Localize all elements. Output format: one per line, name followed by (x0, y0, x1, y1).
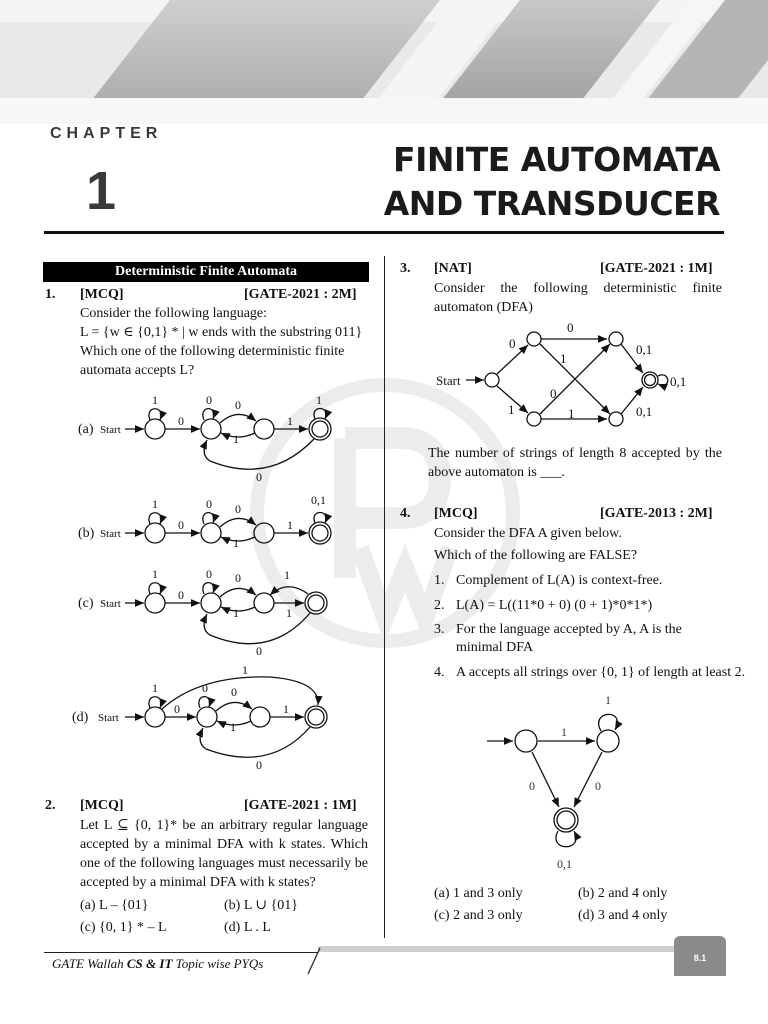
edge-label: 0 (256, 470, 262, 484)
footer-suffix: Topic wise PYQs (172, 956, 264, 971)
edge-label: 0 (529, 779, 535, 793)
q3-line: Consider the following deterministic finite (434, 281, 722, 296)
q3-line: automaton (DFA) (434, 300, 533, 315)
q1-option-a-label: (a) (78, 422, 94, 437)
footer-text (52, 956, 263, 972)
q4-type: [MCQ] (434, 506, 478, 521)
q4-item-text: A accepts all strings over {0, 1} of length at least 2. (456, 665, 746, 680)
q4-intro: Which of the following are FALSE? (434, 548, 638, 563)
q2-line: accepted by a minimal DFA with k states. Which (80, 837, 368, 852)
chapter-label: CHAPTER (50, 125, 163, 142)
q1-tag: [GATE-2021 : 2M] (244, 287, 357, 302)
q1-line: automata accepts L? (80, 363, 195, 378)
edge-label: 1 (605, 693, 611, 707)
edge-label: 0 (231, 685, 237, 699)
q3-tag: [GATE-2021 : 1M] (600, 261, 713, 276)
start-label: Start (98, 712, 119, 724)
q3-after-line: The number of strings of length 8 accepted by the (428, 446, 722, 461)
edge-label: 0 (256, 644, 262, 658)
q4-number: 4. (400, 506, 411, 521)
q3-dfa-diagram (430, 318, 700, 436)
q2-line: accepted by a minimal DFA with k states? (80, 875, 316, 890)
start-label: Start (100, 598, 121, 610)
edge-label: 0 (178, 518, 184, 532)
edge-label: 0 (174, 702, 180, 716)
edge-label: 1 (230, 720, 236, 734)
chapter-title (384, 138, 720, 226)
q2-type: [MCQ] (80, 798, 124, 813)
edge-label: 1 (233, 536, 239, 550)
edge-label: 0 (256, 758, 262, 772)
edge-label: 1 (286, 606, 292, 620)
edge-label: 1 (152, 681, 158, 695)
q2-option-b: (b) L ∪ {01} (224, 898, 299, 913)
page-number: 8.1 (674, 936, 726, 976)
banner-bottom (0, 98, 768, 124)
edge-label: 0 (550, 386, 557, 401)
q4-option-c: (c) 2 and 3 only (434, 908, 523, 923)
edge-label: 1 (283, 702, 289, 716)
q2-number: 2. (45, 798, 56, 813)
footer-bold: CS & IT (126, 956, 173, 971)
edge-label: 0,1 (636, 342, 653, 357)
q3-after-line: above automaton is ___. (428, 465, 565, 480)
q2-line: Let L ⊆ {0, 1}* be an arbitrary regular language (80, 818, 368, 833)
edge-label: 0 (178, 588, 184, 602)
q1-type: [MCQ] (80, 287, 124, 302)
edge-label: 0 (235, 502, 241, 516)
start-label: Start (100, 424, 121, 436)
edge-label: 0 (178, 414, 184, 428)
q4-item-number: 2. (434, 598, 445, 613)
q4-item-text: L(A) = L((11*0 + 0) (0 + 1)*0*1*) (456, 598, 653, 613)
q2-option-c: (c) {0, 1} * – L (80, 920, 167, 935)
q1-number: 1. (45, 287, 56, 302)
q4-item-text: Complement of L(A) is context-free. (456, 573, 663, 588)
q2-option-a: (a) L – {01} (80, 898, 149, 913)
chapter-number: 1 (86, 161, 117, 221)
title-rule (44, 231, 724, 234)
edge-label: 1 (284, 568, 290, 582)
q4-option-a: (a) 1 and 3 only (434, 886, 523, 901)
edge-label: 1 (233, 432, 239, 446)
dfa-a (125, 409, 331, 470)
start-label: Start (100, 528, 121, 540)
edge-label: 0 (206, 497, 212, 511)
dfa-b (125, 513, 331, 545)
q4-option-b: (b) 2 and 4 only (578, 886, 668, 901)
edge-label: 1 (561, 725, 567, 739)
edge-label: 1 (152, 393, 158, 407)
q4-item-number: 3. (434, 622, 445, 637)
edge-label: 1 (508, 402, 515, 417)
edge-label: 1 (316, 393, 322, 407)
q1-line: Which one of the following deterministic finite (80, 344, 345, 359)
edge-label: 1 (152, 497, 158, 511)
edge-label: 0 (206, 393, 212, 407)
q1-option-c-label: (c) (78, 596, 94, 611)
edge-label: 0 (202, 681, 208, 695)
q4-item-text: For the language accepted by A, A is the (456, 622, 682, 637)
q2-line: one of the following languages must necessarily be (80, 856, 368, 871)
q2-tag: [GATE-2021 : 1M] (244, 798, 357, 813)
edge-label: 0 (509, 336, 516, 351)
q4-tag: [GATE-2013 : 2M] (600, 506, 713, 521)
q4-option-d: (d) 3 and 4 only (578, 908, 668, 923)
q4-intro: Consider the DFA A given below. (434, 526, 622, 541)
edge-label: 0 (235, 571, 241, 585)
edge-label: 0 (235, 398, 241, 412)
q4-dfa-diagram (485, 690, 635, 875)
edge-label: 1 (287, 414, 293, 428)
q2-option-d: (d) L . L (224, 920, 271, 935)
dfa-c (125, 583, 327, 644)
q1-option-b-label: (b) (78, 526, 95, 541)
q1-diagrams (70, 385, 370, 790)
start-label: Start (436, 373, 461, 388)
q3-type: [NAT] (434, 261, 472, 276)
edge-label: 1 (242, 663, 248, 677)
edge-label: 0,1 (311, 493, 326, 507)
edge-label: 1 (568, 406, 575, 421)
chapter-title-line1: FINITE AUTOMATA (393, 140, 720, 179)
footer-prefix: GATE Wallah (52, 956, 127, 971)
edge-label: 0 (567, 320, 574, 335)
footer-bar (318, 946, 688, 952)
edge-label: 0 (206, 567, 212, 581)
edge-label: 1 (287, 518, 293, 532)
q1-line: L = {w ∈ {0,1} * | w ends with the substring 011} (80, 325, 363, 340)
edge-label: 1 (152, 567, 158, 581)
q1-line: Consider the following language: (80, 306, 268, 321)
section-heading: Deterministic Finite Automata (43, 262, 369, 282)
footer-slant (304, 946, 322, 976)
q1-option-d-label: (d) (72, 710, 89, 725)
header-banner (0, 0, 768, 124)
edge-label: 0,1 (636, 404, 653, 419)
q4-item-number: 4. (434, 665, 445, 680)
edge-label: 0,1 (670, 374, 687, 389)
edge-label: 0,1 (557, 857, 572, 871)
q4-item-number: 1. (434, 573, 445, 588)
edge-label: 0 (595, 779, 601, 793)
footer-line (44, 952, 318, 953)
chapter-title-line2: AND TRANSDUCER (383, 184, 720, 223)
q3-number: 3. (400, 261, 411, 276)
edge-label: 1 (233, 606, 239, 620)
q4-item-text: minimal DFA (456, 640, 534, 655)
column-divider (384, 256, 385, 938)
edge-label: 1 (560, 351, 567, 366)
